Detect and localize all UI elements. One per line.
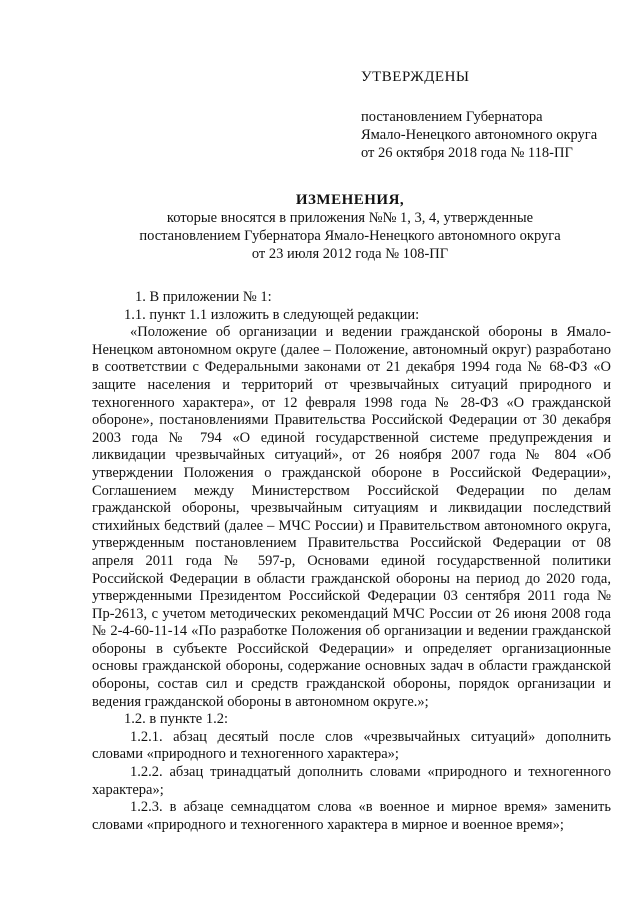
approval-heading: УТВЕРЖДЕНЫ bbox=[361, 69, 470, 85]
paragraph-1-2-2: 1.2.2. абзац тринадцатый дополнить словами «природного и техногенного характера»; bbox=[92, 764, 611, 798]
approval-line-1: постановлением Губернатора bbox=[361, 109, 543, 125]
document-title: ИЗМЕНЕНИЯ, bbox=[295, 192, 405, 208]
title-line-3: от 23 июля 2012 года № 108-ПГ bbox=[251, 246, 449, 262]
title-line-1: которые вносятся в приложения №№ 1, 3, 4, утвержденные bbox=[166, 210, 534, 226]
approval-block bbox=[361, 68, 621, 162]
paragraph-1-1: 1.1. пункт 1.1 изложить в следующей редакции: bbox=[124, 306, 420, 323]
paragraph-quoted-regulation: «Положение об организации и ведении гражданской обороны в Ямало-Ненецком автономном округе (далее – Положение, автономный округ) разработано в соответствии с Федеральными законами от 21 декабря 1994 года № 68-ФЗ «О защите населения и территорий от чрезвычайных ситуаций природного и техногенного характера», от 12 февраля 1998 года № 28-ФЗ «О гражданской обороне», постановлениями Правительства Российской Федерации от 30 декабря 2003 года № 794 «О единой государственной системе предупреждения и ликвидации чрезвычайных ситуаций», от 26 ноября 2007 года № 804 «Об утверждении Положения о гражданской обороне в Российской Федерации», Соглашением между Министерством Российской Федерации по делам гражданской обороны, чрезвычайным ситуациям и ликвидации последствий стихийных бедствий (далее – МЧС России) и Правительством автономного округа, утвержденным постановлением Правительства Российской Федерации от 08 апреля 2011 года № 597-р, Основами единой государственной политики Российской Федерации в области гражданской обороны на период до 2020 года, утвержденными Президентом Российской Федерации 03 сентября 2011 года № Пр-2613, с учетом методических рекомендаций МЧС России от 26 июня 2008 года № 2-4-60-11-14 «По разработке Положения об организации и ведении гражданской обороны в субъекте Российской Федерации» и определяет организационные основы гражданской обороны, содержание основных задач в области гражданской обороны, состав сил и средств гражданской обороны, порядок организации и ведения гражданской обороны в автономном округе.»; bbox=[92, 324, 611, 710]
paragraph-1-2-3: 1.2.3. в абзаце семнадцатом слова «в военное и мирное время» заменить словами «природного и техногенного характера в мирное и военное время»; bbox=[92, 799, 611, 833]
document-body bbox=[92, 289, 611, 834]
approval-line-2: Ямало-Ненецкого автономного округа bbox=[361, 127, 598, 143]
document-title-block bbox=[90, 191, 610, 263]
title-line-2: постановлением Губернатора Ямало-Ненецкого автономного округа bbox=[139, 228, 561, 244]
paragraph-1: 1. В приложении № 1: bbox=[135, 289, 272, 305]
paragraph-1-2: 1.2. в пункте 1.2: bbox=[124, 711, 229, 728]
approval-line-3: от 26 октября 2018 года № 118-ПГ bbox=[361, 145, 573, 161]
paragraph-1-2-1: 1.2.1. абзац десятый после слов «чрезвычайных ситуаций» дополнить словами «природного и техногенного характера»; bbox=[92, 728, 611, 763]
